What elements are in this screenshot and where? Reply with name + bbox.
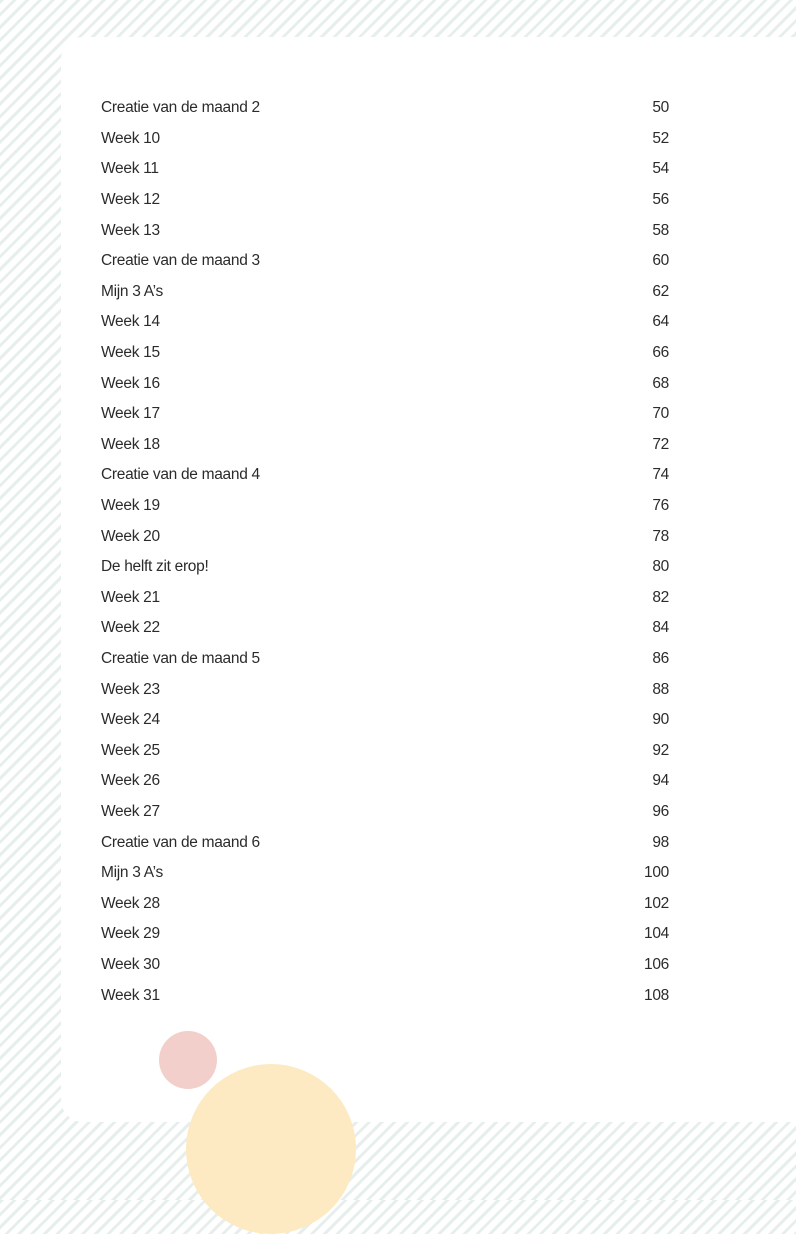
toc-entry-title: Creatie van de maand 6: [101, 833, 260, 851]
toc-entry[interactable]: [101, 888, 669, 919]
toc-entry-title: Week 17: [101, 405, 160, 423]
toc-entry-title: Week 20: [101, 527, 160, 545]
toc-entry-page-number: 84: [652, 619, 669, 637]
toc-entry-page-number: 76: [652, 497, 669, 515]
toc-entry-title: Week 15: [101, 344, 160, 362]
toc-entry-page-number: 56: [652, 191, 669, 209]
toc-entry-title: Week 11: [101, 160, 159, 178]
toc-entry[interactable]: [101, 919, 669, 950]
toc-entry[interactable]: [101, 705, 669, 736]
toc-entry-title: Week 29: [101, 925, 160, 943]
toc-entry-title: Week 21: [101, 588, 160, 606]
toc-entry[interactable]: [101, 827, 669, 858]
toc-entry-page-number: 64: [652, 313, 669, 331]
toc-entry-page-number: 106: [644, 955, 669, 973]
toc-entry-page-number: 94: [652, 772, 669, 790]
toc-entry-title: Creatie van de maand 4: [101, 466, 260, 484]
toc-entry-page-number: 104: [644, 925, 669, 943]
toc-entry[interactable]: [101, 215, 669, 246]
toc-entry-page-number: 50: [652, 99, 669, 117]
toc-entry-title: Week 13: [101, 221, 160, 239]
toc-entry[interactable]: [101, 858, 669, 889]
toc-entry-title: Week 25: [101, 741, 160, 759]
toc-entry-page-number: 52: [652, 129, 669, 147]
toc-entry[interactable]: [101, 674, 669, 705]
toc-entry[interactable]: [101, 399, 669, 430]
toc-entry[interactable]: [101, 613, 669, 644]
toc-entry-title: Week 18: [101, 435, 160, 453]
toc-entry-title: Creatie van de maand 3: [101, 252, 260, 270]
toc-entry-page-number: 108: [644, 986, 669, 1004]
toc-entry-title: Week 22: [101, 619, 160, 637]
toc-entry-page-number: 90: [652, 711, 669, 729]
toc-entry[interactable]: [101, 185, 669, 216]
toc-entry-page-number: 62: [652, 282, 669, 300]
toc-entry[interactable]: [101, 277, 669, 308]
toc-entry-page-number: 74: [652, 466, 669, 484]
toc-entry[interactable]: [101, 521, 669, 552]
toc-entry-page-number: 92: [652, 741, 669, 759]
toc-entry[interactable]: [101, 980, 669, 1011]
toc-entry-title: Week 10: [101, 129, 160, 147]
toc-entry-title: Week 24: [101, 711, 160, 729]
toc-entry[interactable]: [101, 491, 669, 522]
toc-entry-title: Week 23: [101, 680, 160, 698]
toc-entry[interactable]: [101, 338, 669, 369]
toc-entry-page-number: 70: [652, 405, 669, 423]
toc-entry-page-number: 78: [652, 527, 669, 545]
toc-entry[interactable]: [101, 368, 669, 399]
table-of-contents: [101, 93, 669, 1011]
toc-entry[interactable]: [101, 307, 669, 338]
toc-entry-title: Mijn 3 A’s: [101, 864, 163, 882]
toc-entry-page-number: 96: [652, 802, 669, 820]
toc-entry-page-number: 54: [652, 160, 669, 178]
toc-entry[interactable]: [101, 735, 669, 766]
yellow-decorative-circle: [186, 1064, 356, 1234]
toc-entry[interactable]: [101, 246, 669, 277]
toc-entry-title: De helft zit erop!: [101, 558, 209, 576]
toc-entry-title: Week 30: [101, 955, 160, 973]
toc-entry-title: Week 28: [101, 894, 160, 912]
toc-entry[interactable]: [101, 124, 669, 155]
toc-entry-page-number: 100: [644, 864, 669, 882]
toc-entry-title: Week 16: [101, 374, 160, 392]
toc-entry-page-number: 82: [652, 588, 669, 606]
toc-entry[interactable]: [101, 430, 669, 461]
toc-entry-title: Creatie van de maand 2: [101, 99, 260, 117]
toc-entry-page-number: 86: [652, 649, 669, 667]
toc-entry-page-number: 88: [652, 680, 669, 698]
toc-entry-page-number: 102: [644, 894, 669, 912]
toc-entry[interactable]: [101, 797, 669, 828]
toc-entry-title: Week 12: [101, 191, 160, 209]
toc-entry-title: Week 31: [101, 986, 160, 1004]
toc-entry[interactable]: [101, 766, 669, 797]
toc-entry[interactable]: [101, 93, 669, 124]
toc-entry[interactable]: [101, 460, 669, 491]
toc-entry-title: Week 19: [101, 497, 160, 515]
toc-entry[interactable]: [101, 583, 669, 614]
toc-entry-page-number: 68: [652, 374, 669, 392]
toc-entry-title: Week 26: [101, 772, 160, 790]
toc-entry-page-number: 60: [652, 252, 669, 270]
toc-entry-title: Mijn 3 A’s: [101, 282, 163, 300]
toc-entry[interactable]: [101, 552, 669, 583]
toc-entry-page-number: 58: [652, 221, 669, 239]
toc-entry-page-number: 72: [652, 435, 669, 453]
toc-entry-page-number: 98: [652, 833, 669, 851]
toc-entry-title: Creatie van de maand 5: [101, 649, 260, 667]
toc-entry[interactable]: [101, 154, 669, 185]
toc-entry-title: Week 14: [101, 313, 160, 331]
toc-entry[interactable]: [101, 950, 669, 981]
pink-decorative-circle: [159, 1031, 217, 1089]
toc-entry-page-number: 80: [652, 558, 669, 576]
toc-entry-title: Week 27: [101, 802, 160, 820]
toc-entry[interactable]: [101, 644, 669, 675]
document-page: [61, 37, 796, 1122]
toc-entry-page-number: 66: [652, 344, 669, 362]
